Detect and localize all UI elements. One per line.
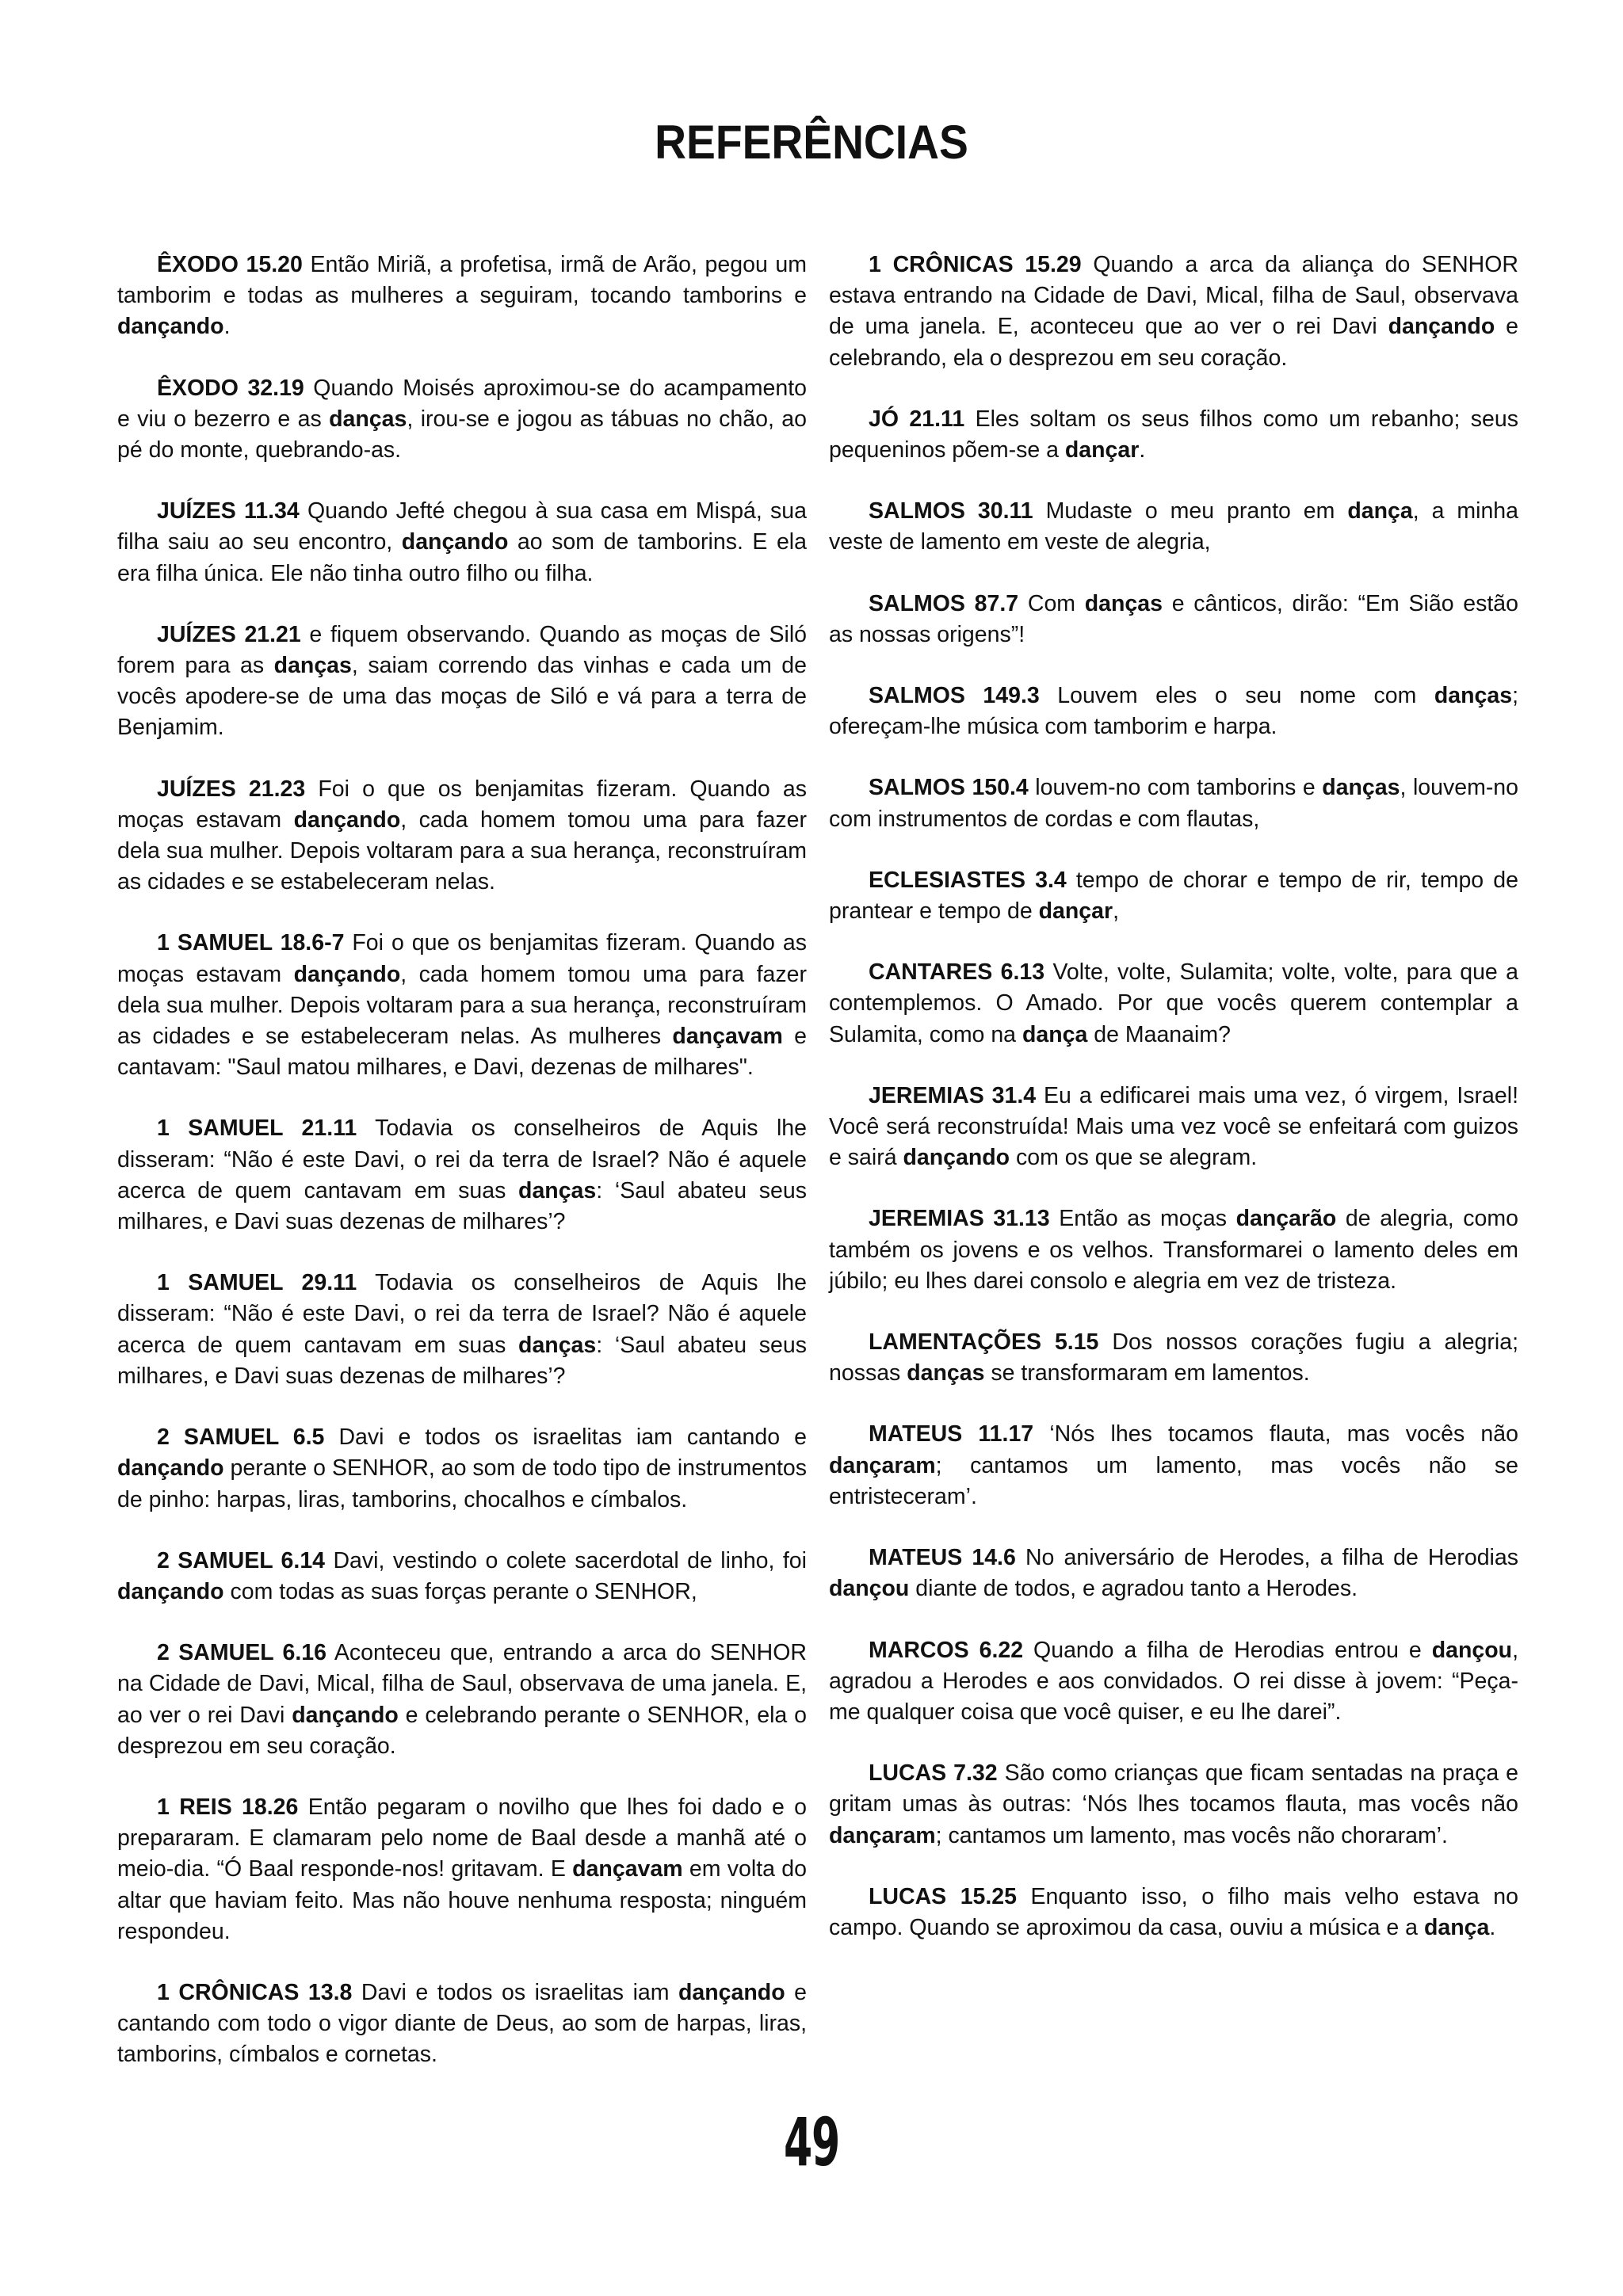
verse-text: , agradou a Herodes e aos convidados. O rei disse à jovem: “Peça-me qualquer coisa que você quiser, e eu lhe darei”.	[829, 1637, 1518, 1725]
verse-text: , irou-se e jogou as tábuas no chão, ao pé do monte, quebrando-as.	[117, 406, 807, 463]
verse-text: Quando Moisés aproximou-se do acampamento e viu o bezerro e as	[117, 375, 807, 432]
verse-text: , cada homem tomou uma para fazer dela sua mulher. Depois voltaram para a sua herança, reconstruíram as cidades e se estabeleceram nelas. As mulheres	[117, 961, 807, 1050]
reference-citation: SALMOS 150.4	[869, 775, 1029, 801]
reference-citation: LUCAS 7.32	[869, 1760, 998, 1787]
verse-text: Quando a arca da aliança do SENHOR estava entrando na Cidade de Davi, Mical, filha de Saul, observava de uma janela. E, aconteceu que ao ver o rei Davi	[829, 252, 1518, 340]
verse-text: louvem-no com tamborins e	[1028, 775, 1323, 801]
reference-entry	[117, 774, 807, 898]
verse-text: ; cantamos um lamento, mas vocês não se entristeceram’.	[829, 1452, 1518, 1509]
verse-text: Dos nossos corações fugiu a alegria; nossas	[829, 1329, 1519, 1386]
reference-citation: ÊXODO 32.19	[157, 375, 304, 401]
reference-entry	[829, 1327, 1518, 1389]
highlighted-word: dançando	[293, 961, 401, 987]
verse-text: São como crianças que ficam sentadas na praça e gritam umas às outras: ‘Nós lhes tocamos flauta, mas vocês não	[829, 1760, 1518, 1817]
highlighted-word: dançando	[678, 1979, 785, 2005]
reference-citation: 1 CRÔNICAS 15.29	[869, 252, 1082, 277]
reference-entry	[117, 1792, 807, 1947]
verse-text: Eles soltam os seus filhos como um rebanho; seus pequeninos põem-se a	[829, 406, 1518, 463]
verse-text: tempo de chorar e tempo de rir, tempo de prantear e tempo de	[829, 867, 1518, 925]
verse-text: Todavia os conselheiros de Aquis lhe disseram: “Não é este Davi, o rei da terra de Israel? Não é aquele acerca de quem cantavam em suas	[117, 1270, 807, 1358]
reference-entry	[117, 1113, 807, 1238]
highlighted-word: dança	[1347, 498, 1413, 524]
reference-citation: SALMOS 149.3	[869, 683, 1040, 709]
verse-text: Volte, volte, Sulamita; volte, volte, para que a contemplemos. O Amado. Por que vocês querem contemplar a Sulamita, como na	[829, 959, 1518, 1047]
verse-text: diante de todos, e agradou tanto a Herodes.	[909, 1576, 1358, 1602]
highlighted-word: danças	[1434, 683, 1513, 709]
reference-entry	[117, 1638, 807, 1762]
reference-entry	[117, 250, 807, 343]
reference-citation: MATEUS 11.17	[869, 1421, 1034, 1447]
verse-text: Davi e todos os israelitas iam	[352, 1979, 679, 2005]
highlighted-word: dançando	[117, 314, 224, 340]
highlighted-word: danças	[1322, 775, 1400, 801]
reference-entry	[829, 957, 1518, 1051]
reference-entry	[829, 1081, 1518, 1174]
verse-text: ao som de tamborins. E ela era filha única. Ele não tinha outro filho ou filha.	[117, 529, 807, 586]
verse-text: com os que se alegram.	[1010, 1145, 1258, 1171]
verse-text: Davi e todos os israelitas iam cantando e	[324, 1425, 808, 1451]
verse-text: ; ofereçam-lhe música com tamborim e harpa.	[829, 683, 1519, 740]
reference-citation: 2 SAMUEL 6.5	[157, 1425, 325, 1451]
verse-text: com todas as suas forças perante o SENHOR,	[223, 1578, 697, 1604]
reference-citation: MATEUS 14.6	[869, 1545, 1016, 1571]
page-title: REFERÊNCIAS	[655, 116, 968, 169]
highlighted-word: dançando	[292, 1702, 399, 1728]
verse-text: perante o SENHOR, ao som de todo tipo de instrumentos de pinho: harpas, liras, tamborins, chocalhos e címbalos.	[117, 1455, 807, 1512]
verse-text: em volta do altar que haviam feito. Mas não houve nenhuma resposta; ninguém respondeu.	[117, 1856, 808, 1944]
highlighted-word: dançaram	[829, 1822, 936, 1848]
verse-text: , saiam correndo das vinhas e cada um de vocês apodere-se de uma das moças de Siló e vá para a terra de Benjamim.	[117, 653, 808, 741]
verse-text: Foi o que os benjamitas fizeram. Quando as moças estavam	[117, 930, 807, 987]
reference-entry	[117, 620, 807, 744]
highlighted-word: danças	[329, 406, 407, 432]
reference-citation: ECLESIASTES 3.4	[869, 867, 1067, 893]
reference-citation: JEREMIAS 31.4	[869, 1082, 1037, 1108]
reference-entry	[117, 928, 807, 1083]
verse-text: , louvem-no com instrumentos de cordas e com flautas,	[829, 775, 1519, 832]
verse-text: .	[1489, 1914, 1496, 1940]
page-number: 49	[783, 2103, 840, 2181]
verse-text: Foi o que os benjamitas fizeram. Quando as moças estavam	[117, 776, 808, 833]
reference-citation: LUCAS 15.25	[869, 1883, 1018, 1909]
highlighted-word: dançando	[293, 807, 401, 833]
reference-citation: LAMENTAÇÕES 5.15	[869, 1329, 1099, 1356]
left-column	[117, 250, 807, 2101]
highlighted-word: dançar	[1064, 437, 1140, 463]
reference-entry	[117, 373, 807, 467]
verse-text: e fiquem observando. Quando as moças de Siló forem para as	[117, 621, 807, 679]
verse-text: e cânticos, dirão: “Em Sião estão as nossas origens”!	[829, 590, 1518, 647]
reference-entry	[829, 865, 1518, 927]
verse-text: de alegria, como também os jovens e os velhos. Transformarei o lamento deles em júbilo; eu lhes darei consolo e alegria em vez de tristeza.	[829, 1206, 1518, 1294]
verse-text: Então as moças	[1049, 1206, 1236, 1232]
reference-citation: SALMOS 87.7	[869, 590, 1019, 616]
verse-text: Enquanto isso, o filho mais velho estava no campo. Quando se aproximou da casa, ouviu a música e a	[829, 1883, 1518, 1940]
reference-entry	[829, 681, 1518, 742]
reference-entry	[829, 496, 1518, 558]
reference-entry	[117, 1268, 807, 1392]
highlighted-word: dançou	[829, 1576, 910, 1602]
verse-text: : ‘Saul abateu seus milhares, e Davi suas dezenas de milhares’?	[117, 1177, 807, 1235]
reference-entry	[829, 1543, 1518, 1604]
verse-text: Aconteceu que, entrando a arca do SENHOR na Cidade de Davi, Mical, filha de Saul, observava de uma janela. E, ao ver o rei Davi	[117, 1640, 807, 1728]
verse-text: .	[1139, 437, 1146, 463]
highlighted-word: dança	[1022, 1021, 1088, 1047]
verse-text: Todavia os conselheiros de Aquis lhe disseram: “Não é este Davi, o rei da terra de Israel? Não é aquele acerca de quem cantavam em suas	[117, 1116, 807, 1203]
reference-citation: 1 REIS 18.26	[157, 1794, 299, 1820]
reference-citation: MARCOS 6.22	[869, 1637, 1024, 1663]
verse-text: Quando Jefté chegou à sua casa em Mispá, sua filha saiu ao seu encontro,	[117, 498, 807, 555]
verse-text: , cada homem tomou uma para fazer dela sua mulher. Depois voltaram para a sua herança, reconstruíram as cidades e se estabeleceram nelas.	[117, 807, 807, 895]
verse-text: Mudaste o meu pranto em	[1033, 498, 1348, 524]
highlighted-word: danças	[518, 1177, 597, 1203]
reference-entry	[829, 1635, 1518, 1729]
reference-entry	[829, 1203, 1518, 1297]
highlighted-word: danças	[273, 653, 352, 679]
highlighted-word: dança	[1423, 1914, 1490, 1940]
reference-entry	[829, 250, 1518, 374]
reference-citation: CANTARES 6.13	[869, 959, 1045, 986]
reference-entry	[117, 1546, 807, 1608]
verse-text: .	[223, 314, 231, 340]
reference-citation: 2 SAMUEL 6.16	[157, 1640, 327, 1666]
highlighted-word: dançando	[401, 529, 509, 555]
reference-entry	[829, 1882, 1518, 1943]
verse-text: ‘Nós lhes tocamos flauta, mas vocês não	[1033, 1421, 1518, 1447]
right-column	[829, 250, 1518, 1974]
highlighted-word: dançou	[1431, 1637, 1513, 1663]
verse-text: No aniversário de Herodes, a filha de Herodias	[1015, 1545, 1518, 1571]
reference-citation: JEREMIAS 31.13	[869, 1206, 1050, 1232]
reference-entry	[829, 1419, 1518, 1512]
verse-text: e celebrando perante o SENHOR, ela o desprezou em seu coração.	[117, 1702, 808, 1759]
reference-citation: ÊXODO 15.20	[157, 252, 303, 277]
highlighted-word: dançar	[1038, 898, 1113, 925]
reference-citation: JUÍZES 21.23	[157, 776, 306, 802]
reference-citation: 1 SAMUEL 29.11	[157, 1270, 357, 1296]
highlighted-word: dançaram	[829, 1452, 936, 1478]
reference-entry	[117, 1422, 807, 1516]
highlighted-word: dançarão	[1235, 1206, 1337, 1232]
reference-citation: 1 CRÔNICAS 13.8	[157, 1979, 353, 2005]
highlighted-word: dançando	[117, 1455, 224, 1482]
reference-entry	[829, 1758, 1518, 1852]
verse-text: ; cantamos um lamento, mas vocês não choraram’.	[935, 1822, 1448, 1848]
verse-text: Louvem eles o seu nome com	[1039, 683, 1434, 709]
reference-citation: SALMOS 30.11	[869, 498, 1033, 524]
reference-citation: JUÍZES 11.34	[157, 498, 300, 524]
reference-citation: JUÍZES 21.21	[157, 621, 301, 647]
verse-text: Então Miriã, a profetisa, irmã de Arão, pegou um tamborim e todas as mulheres a seguiram, tocando tamborins e	[117, 252, 807, 309]
reference-entry	[829, 772, 1518, 834]
verse-text: ,	[1113, 898, 1119, 925]
reference-entry	[117, 496, 807, 589]
highlighted-word: dançando	[117, 1578, 224, 1604]
verse-text: e cantando com todo o vigor diante de Deus, ao som de harpas, liras, tamborins, címbalos e cornetas.	[117, 1979, 807, 2068]
verse-text: , a minha veste de lamento em veste de alegria,	[829, 498, 1518, 555]
highlighted-word: dançavam	[672, 1024, 783, 1050]
verse-text: Quando a filha de Herodias entrou e	[1023, 1637, 1432, 1663]
verse-text: Com	[1018, 590, 1085, 616]
reference-entry	[829, 589, 1518, 650]
verse-text: de Maanaim?	[1087, 1021, 1231, 1047]
verse-text: Davi, vestindo o colete sacerdotal de linho, foi	[325, 1547, 807, 1573]
verse-text: Eu a edificarei mais uma vez, ó virgem, Israel! Você será reconstruída! Mais uma vez você se enfeitará com guizos e sairá	[829, 1082, 1518, 1171]
highlighted-word: dançando	[903, 1145, 1010, 1171]
verse-text: se transformaram em lamentos.	[984, 1360, 1310, 1386]
highlighted-word: danças	[1084, 590, 1163, 616]
highlighted-word: dançando	[1388, 314, 1495, 340]
reference-citation: 1 SAMUEL 21.11	[157, 1116, 357, 1142]
reference-entry	[117, 1978, 807, 2071]
verse-text: e cantavam: "Saul matou milhares, e Davi, dezenas de milhares".	[117, 1024, 807, 1081]
reference-entry	[829, 404, 1518, 466]
reference-citation: 1 SAMUEL 18.6-7	[157, 930, 345, 956]
reference-citation: 2 SAMUEL 6.14	[157, 1547, 326, 1573]
highlighted-word: dançavam	[572, 1856, 683, 1882]
verse-text: : ‘Saul abateu seus milhares, e Davi suas dezenas de milhares’?	[117, 1332, 807, 1389]
highlighted-word: danças	[518, 1332, 597, 1358]
verse-text: Então pegaram o novilho que lhes foi dado e o prepararam. E clamaram pelo nome de Baal desde a manhã até o meio-dia. “Ó Baal responde-nos! gritavam. E	[117, 1794, 807, 1882]
reference-citation: JÓ 21.11	[869, 406, 965, 432]
highlighted-word: danças	[907, 1360, 985, 1386]
verse-text: e celebrando, ela o desprezou em seu coração.	[829, 314, 1518, 371]
